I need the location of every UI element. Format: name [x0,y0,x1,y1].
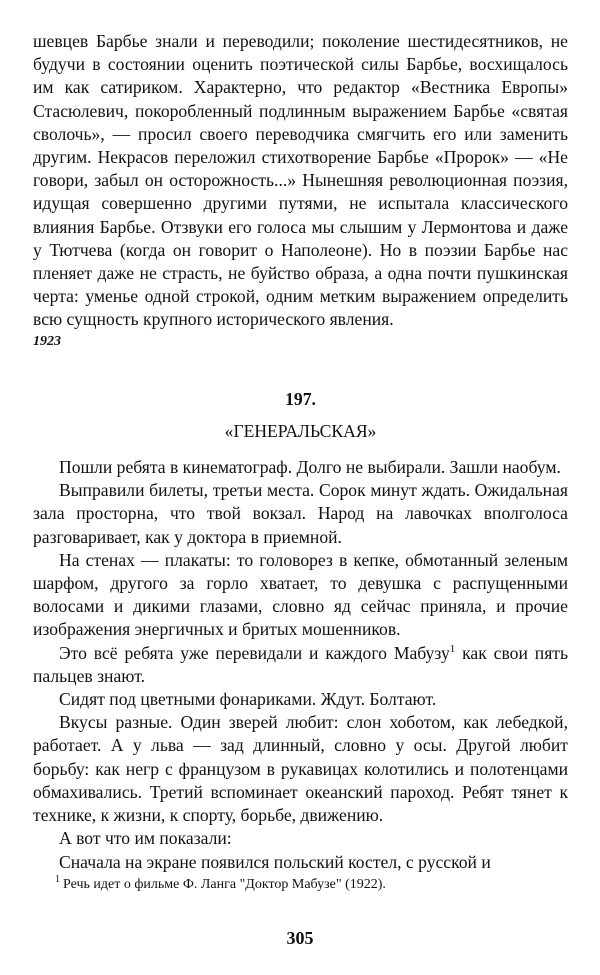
footnote-reference: 1 [449,642,456,655]
paragraph-1: Пошли ребята в кинематограф. Долго не выбирали. Зашли наобум. [59,457,561,478]
paragraph-5: Сидят под цветными фонариками. Ждут. Болтают. [59,689,437,710]
paragraph-4-text-b: как свои пять пальцев знают. [33,642,569,686]
paragraph-6: Вкусы разные. Один зверей любит: слон хоботом, как лебедкой, работает. А у льва — зад длинный, словно у осы. Другой любит борьбу: как негр с французом в рукавицах колотились и полотенцами обмахивались. Третий вспоминает океанский пароход. Ребят тянет к технике, к жизни, к спорту, борьбе, движению. [33,712,568,826]
section-title: «ГЕНЕРАЛЬСКАЯ» [224,420,377,441]
paragraph-7: А вот что им показали: [59,828,232,849]
paragraph-4-text-a: Это всё ребята уже перевидали и каждого Мабузу [59,642,450,663]
footnote [55,876,555,894]
paragraph-2: Выправили билеты, третьи места. Сорок минут ждать. Ожидальная зала просторна, что твой вокзал. Народ на лавочках вполголоса разговаривает, как у доктора в приемной. [33,480,568,547]
page-body [33,30,568,874]
paragraph-4 [33,642,568,688]
paragraph-3: На стенах — плакаты: то головорез в кепке, обмотанный зеленым шарфом, другого за горло хватает, то девушка с распущенными волосами и дикими глазами, словно яд сейчас приняла, и прочие изображения энергичных и бритых мошенников. [33,549,568,640]
footnote-text: Речь идет о фильме Ф. Ланга "Доктор Мабузе" (1922). [63,877,386,892]
page-number: 305 [286,928,314,948]
intro-paragraph: шевцев Барбье знали и переводили; поколение шестидесятников, не будучи в состоянии оценить поэтической силы Барбье, восхищалось им как сатириком. Характерно, что редактор «Вестника Европы» Стасюлевич, покоробленный подлинным выражением Барбье «святая сволочь», — просил своего переводчика смягчить его или заменить другим. Некрасов переложил стихотворение Барбье «Пророк» — «Не говори, забыл он осторожность...» Нынешняя революционная поэзия, идущая совершенно другими путями, не испытала классического влияния Барбье. Отзвуки его голоса мы слышим у Лермонтова и даже у Тютчева (когда он говорит о Наполеоне). Но в поэзии Барбье нас пленяет даже не страсть, не буйство образа, а одна почти пушкинская черта: уменье одной строкой, одним метким выражением определить всю сущность крупного исторического явления. [33,31,568,330]
paragraph-8: Сначала на экране появился польский костел, с русской и [59,851,491,872]
section-number: 197. [285,388,316,409]
footnote-mark: 1 [55,874,60,886]
essay-year: 1923 [33,333,61,349]
